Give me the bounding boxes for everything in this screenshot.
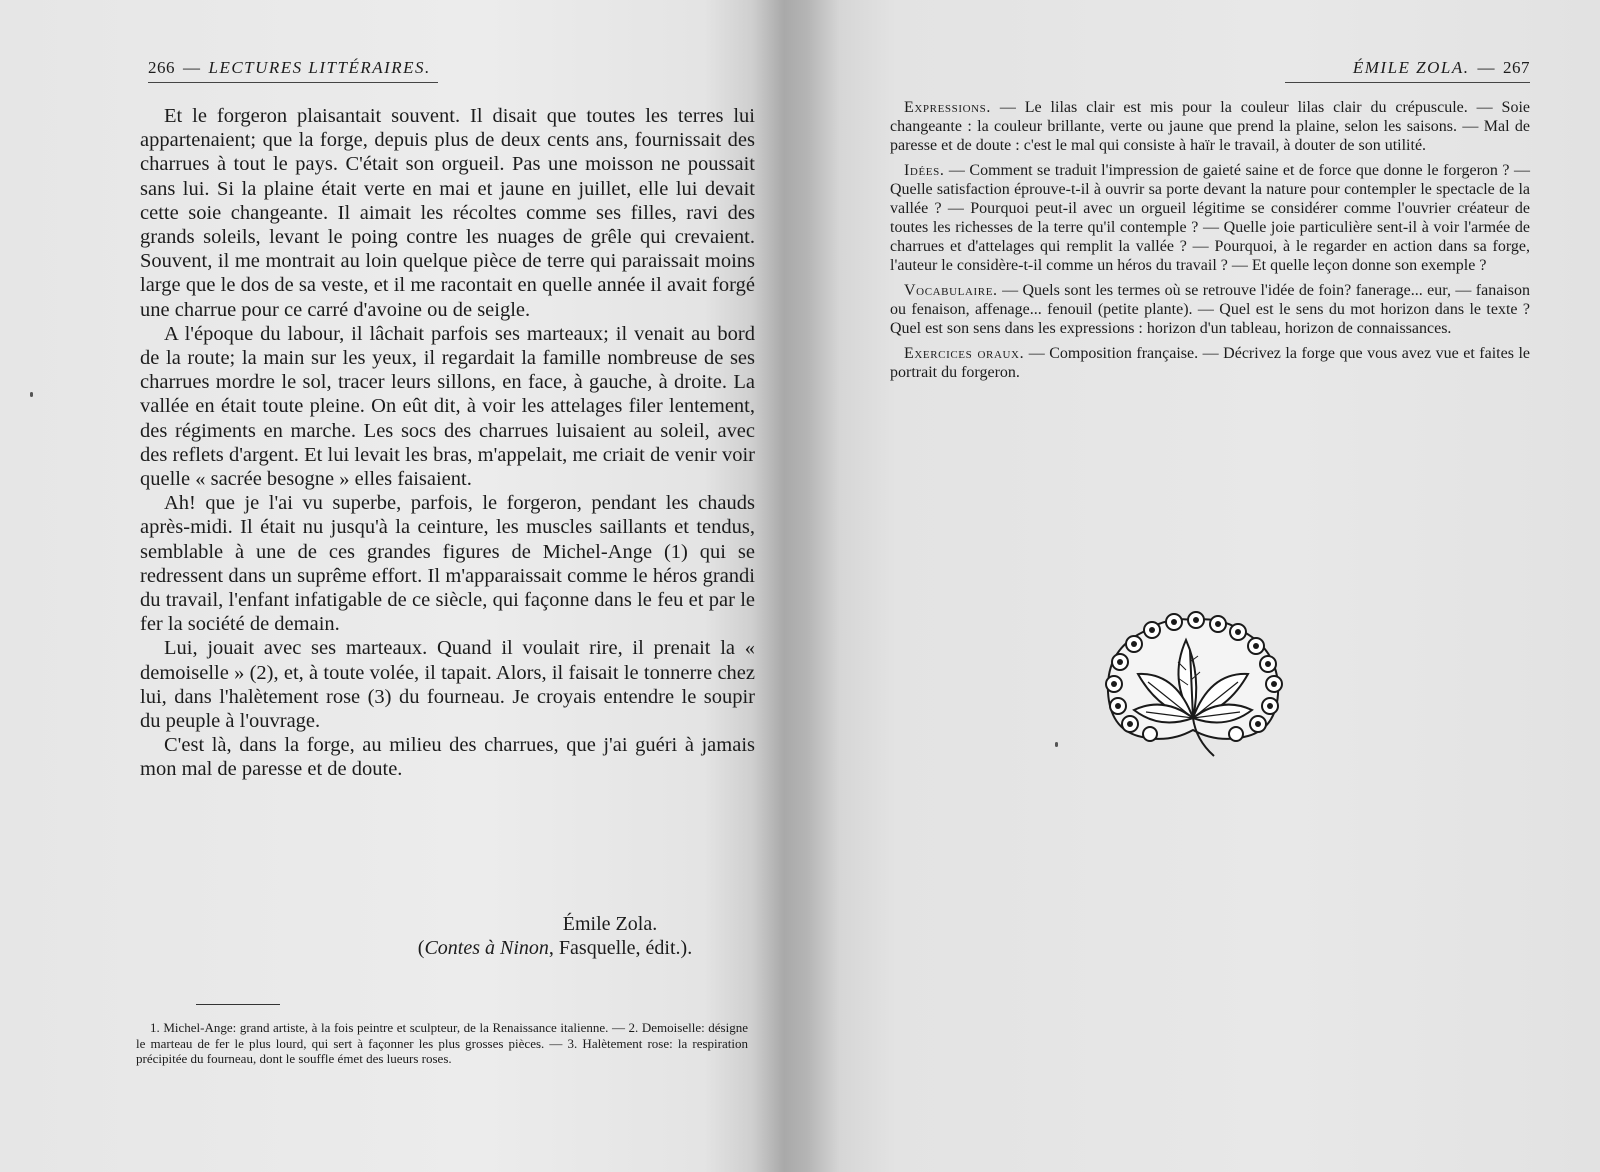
note-vocabulaire [890,281,1530,338]
signature [390,912,720,960]
note-label: Exercices oraux. [904,345,1025,362]
signature-author: Émile Zola. [562,913,658,935]
running-title-right: ÉMILE ZOLA. [1352,58,1470,77]
running-head-right [1285,58,1530,83]
footnote-divider [196,1004,280,1005]
source-title: Contes à Ninon [424,937,549,959]
running-head-left [148,58,438,83]
paragraph: Et le forgeron plaisantait souvent. Il disait que toutes les terres lui appartenaient; que la forge, depuis plus de deux cents ans, fournissait des charrues à tout le pays. C'était son orgueil. Pas une moisson ne poussait sans lui. Si la plaine était verte en mai et jaune en juillet, elle lui devait cette soie changeante. Il aimait les récoltes comme ses filles, ravi des grands soleils, levant le poing contre les nuages de grêle qui crevaient. Souvent, il me montrait au loin quelque pièce de terre qui paraissait moins large que le dos de sa veste, et il me racontait en quelle année il avait forgé une charrue pour ce carré d'avoine ou de seigle. [140,105,755,321]
body-text [140,104,755,782]
leaf-ornament-icon [1098,610,1288,758]
note-exercices [890,344,1530,382]
paragraph: C'est là, dans la forge, au milieu des charrues, que j'ai guéri à jamais mon mal de paresse et de doute. [140,734,755,781]
running-head-separator-left: — [183,58,201,77]
right-page [830,0,1600,1172]
note-label: Idées. [904,162,945,179]
page-number-left: 266 [148,58,175,77]
note-expressions [890,98,1530,155]
study-notes [890,98,1530,388]
note-text: — Le lilas clair est mis pour la couleur lilas clair du crépuscule. — Soie changeante : la couleur brillante, verte ou jaune que prend la plaine, selon les saisons. — Mal de paresse et de doute : c'est le mal qui consiste à haïr le travail, à douter de son utilité. [890,99,1530,154]
footnotes [136,1020,748,1067]
running-head-separator-right: — [1477,58,1495,77]
note-label: Expressions. [904,99,991,116]
paragraph: Ah! que je l'ai vu superbe, parfois, le forgeron, pendant les chauds après-midi. Il était nu jusqu'à la ceinture, les muscles saillants et tendus, semblable à une de ces grandes figures de Michel-Ange (1) qui se redressent dans un suprême effort. Il m'apparaissait comme le héros grandi du travail, l'enfant infatigable de ce siècle, qui façonne dans le feu et par le fer la société de demain. [140,492,755,636]
paragraph: A l'époque du labour, il lâchait parfois ses marteaux; il venait au bord de la route; la main sur les yeux, il regardait la famille nombreuse de ses charrues mordre le sol, tracer leurs sillons, en face, à gauche, à droite. La vallée en était toute pleine. On eût dit, à voir les attelages filer lentement, des régiments en marche. Les socs des charrues luisaient au soleil, avec des reflets d'argent. Et lui levait les bras, m'appelait, me criait de venir voir quelle « sacrée besogne » elles faisaient. [140,322,755,491]
paper-speck [1055,742,1058,747]
note-text: — Comment se traduit l'impression de gaieté saine et de force que donne le forgeron ? — Quelle satisfaction éprouve-t-il à ouvrir sa porte devant la nature pour contempler le spectacle de la vallée ? — Pourquoi peut-il avec un orgueil légitime se considérer comme l'ouvrier créateur de toutes les richesses de la terre qu'il contemple ? — Quelle joie particulière sent-il à voir l'armée de charrues et d'attelages qui remplit la vallée ? — Pourquoi, à le regarder en action dans sa forge, l'auteur le considère-t-il comme un héros du travail ? — Et quelle leçon donne son exemple ? [890,162,1530,274]
signature-source: (Contes à Ninon, Fasquelle, édit.). [417,937,693,959]
page-number-right: 267 [1503,58,1530,77]
paragraph: Lui, jouait avec ses marteaux. Quand il voulait rire, il prenait la « demoiselle » (2), et, à toute volée, il tapait. Alors, il faisait le tonnerre chez lui, dans l'halètement rose (3) du fourneau. Je croyais entendre le soupir du peuple à l'ouvrage. [140,637,755,733]
note-label: Vocabulaire. [904,282,998,299]
note-text: — Composition française. — Décrivez la forge que vous avez vue et faites le portrait du forgeron. [890,345,1531,381]
source-rest: , Fasquelle, édit.). [548,937,693,959]
note-text: — Quels sont les termes où se retrouve l'idée de foin? fanerage... eur, — fanaison ou fenaison, affenage... fenouil (petite plante). — Quel est le sens du mot horizon dans le texte ? Quel est son sens dans les expressions : horizon d'un tableau, horizon de connaissances. [890,282,1530,337]
paper-speck [30,392,33,397]
running-title-left: LECTURES LITTÉRAIRES. [208,58,431,77]
note-idees [890,161,1530,275]
footnote-text: 1. Michel-Ange: grand artiste, à la fois peintre et sculpteur, de la Renaissance italienne. — 2. Demoiselle: désigne le marteau de fer le plus lourd, qui sert à façonner les plus grosses pièces. — 3. Halètement rose: la respiration précipitée du fourneau, dont le souffle émet des lueurs roses. [136,1020,748,1066]
